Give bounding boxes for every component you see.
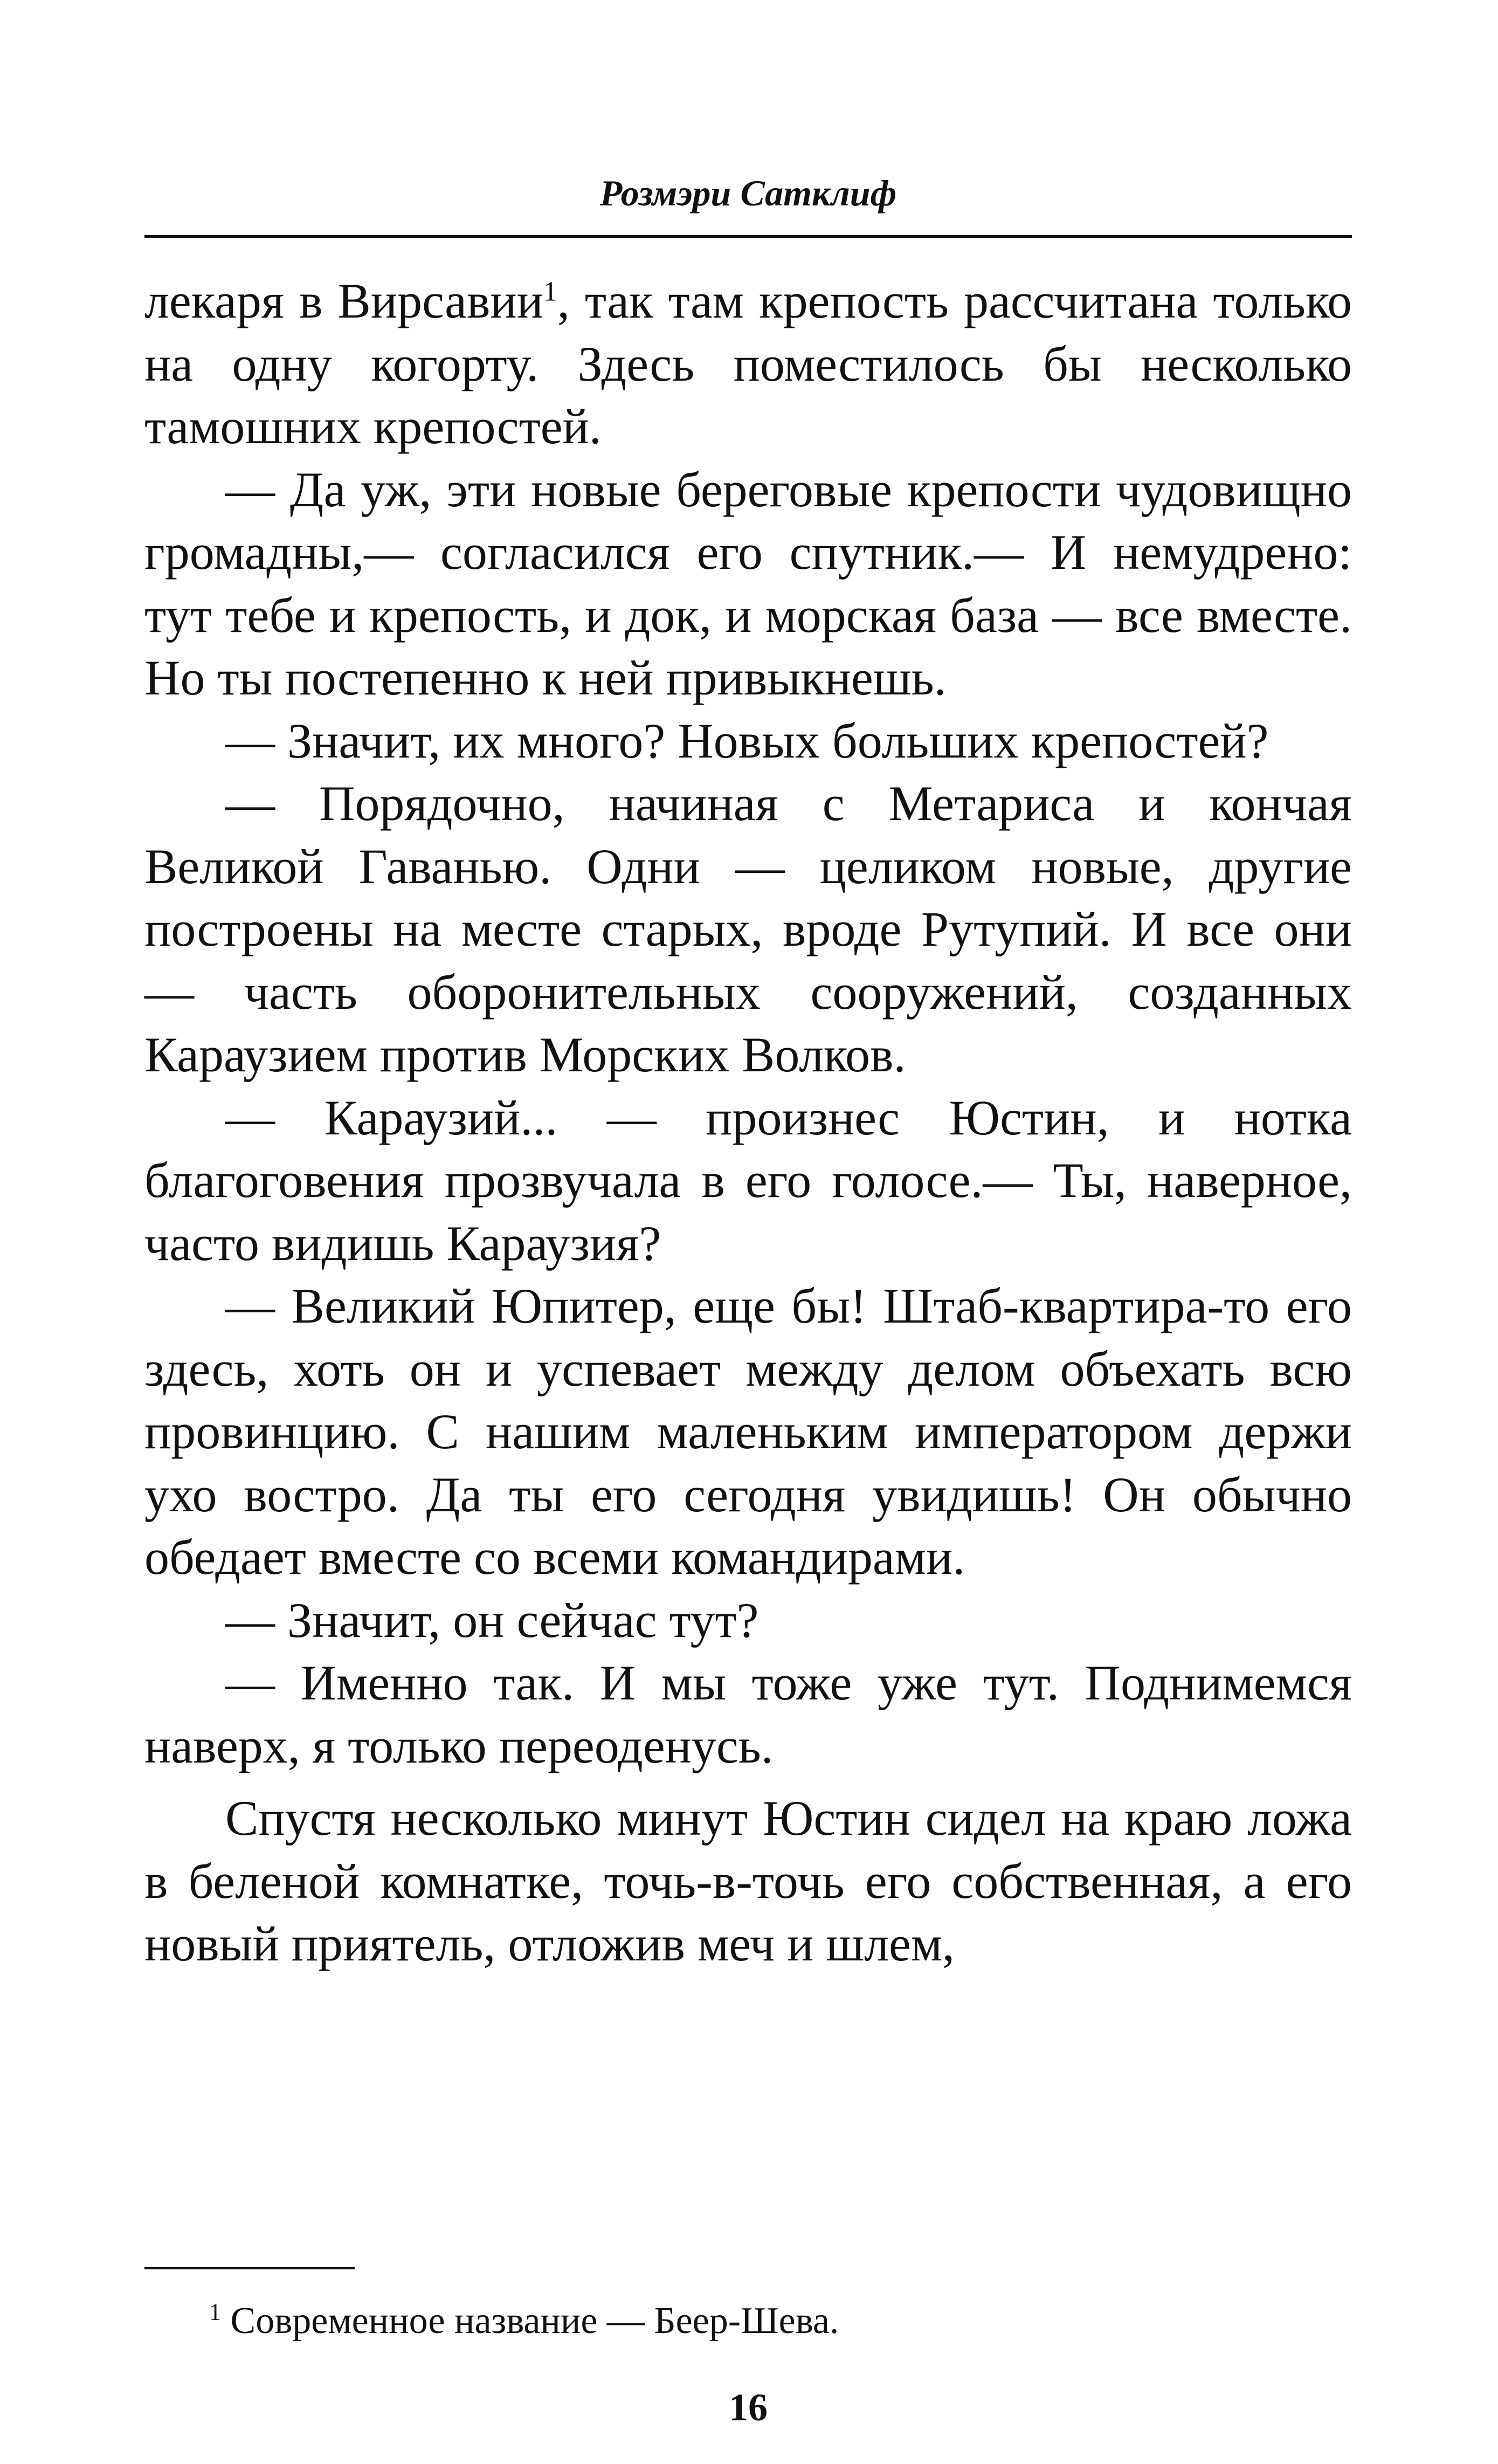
paragraph-continuation <box>144 270 1352 458</box>
footnote-marker: 1 <box>209 2298 221 2325</box>
dialogue-line: — Великий Юпитер, еще бы! Штаб-квартира-то его здесь, хоть он и успевает между делом объехать всю провинцию. С нашим маленьким императором держи ухо востро. Да ты его сегодня увидишь! Он обычно обедает вместе со всеми командирами. <box>144 1278 1352 1585</box>
dialogue-line: — Значит, их много? Новых больших крепостей? <box>225 713 1269 768</box>
running-head: Розмэри Сатклиф <box>599 173 897 214</box>
narrative-paragraph: Спустя несколько минут Юстин сидел на краю ложа в беленой комнатке, точь-в-точь его собственная, а его новый приятель, отложив меч и шлем, <box>144 1791 1352 1971</box>
paragraph-text: , так там крепость рассчитана только на одну когорту. Здесь поместилось бы несколько тамошних крепостей. <box>144 273 1352 454</box>
footnote-rule <box>144 2267 355 2269</box>
book-page <box>144 0 1352 2464</box>
page-number: 16 <box>729 2386 768 2429</box>
dialogue-line: — Караузий... — произнес Юстин, и нотка благоговения прозвучала в его голосе.— Ты, наверное, часто видишь Караузия? <box>144 1090 1352 1271</box>
footnote <box>209 2297 1341 2345</box>
dialogue-line: — Порядочно, начиная с Метариса и кончая Великой Гаванью. Одни — целиком новые, другие построены на месте старых, вроде Рутупий. И все они — часть оборонительных сооружений, созданных Караузием против Морских Волков. <box>144 776 1352 1082</box>
paragraph-text: лекаря в Вирсавии <box>144 273 543 328</box>
body-text <box>144 270 1352 1976</box>
header-rule <box>144 235 1352 238</box>
dialogue-line: — Да уж, эти новые береговые крепости чудовищно громадны,— согласился его спутник.— И немудрено: тут тебе и крепость, и док, и морская база — все вместе. Но ты постепенно к ней привыкнешь. <box>144 462 1352 705</box>
footnote-reference[interactable]: 1 <box>543 276 557 307</box>
dialogue-line: — Именно так. И мы тоже уже тут. Поднимемся наверх, я только переоденусь. <box>144 1655 1352 1773</box>
footnote-text: Современное название — Беер-Шева. <box>230 2300 839 2342</box>
dialogue-line: — Значит, он сейчас тут? <box>225 1592 759 1648</box>
